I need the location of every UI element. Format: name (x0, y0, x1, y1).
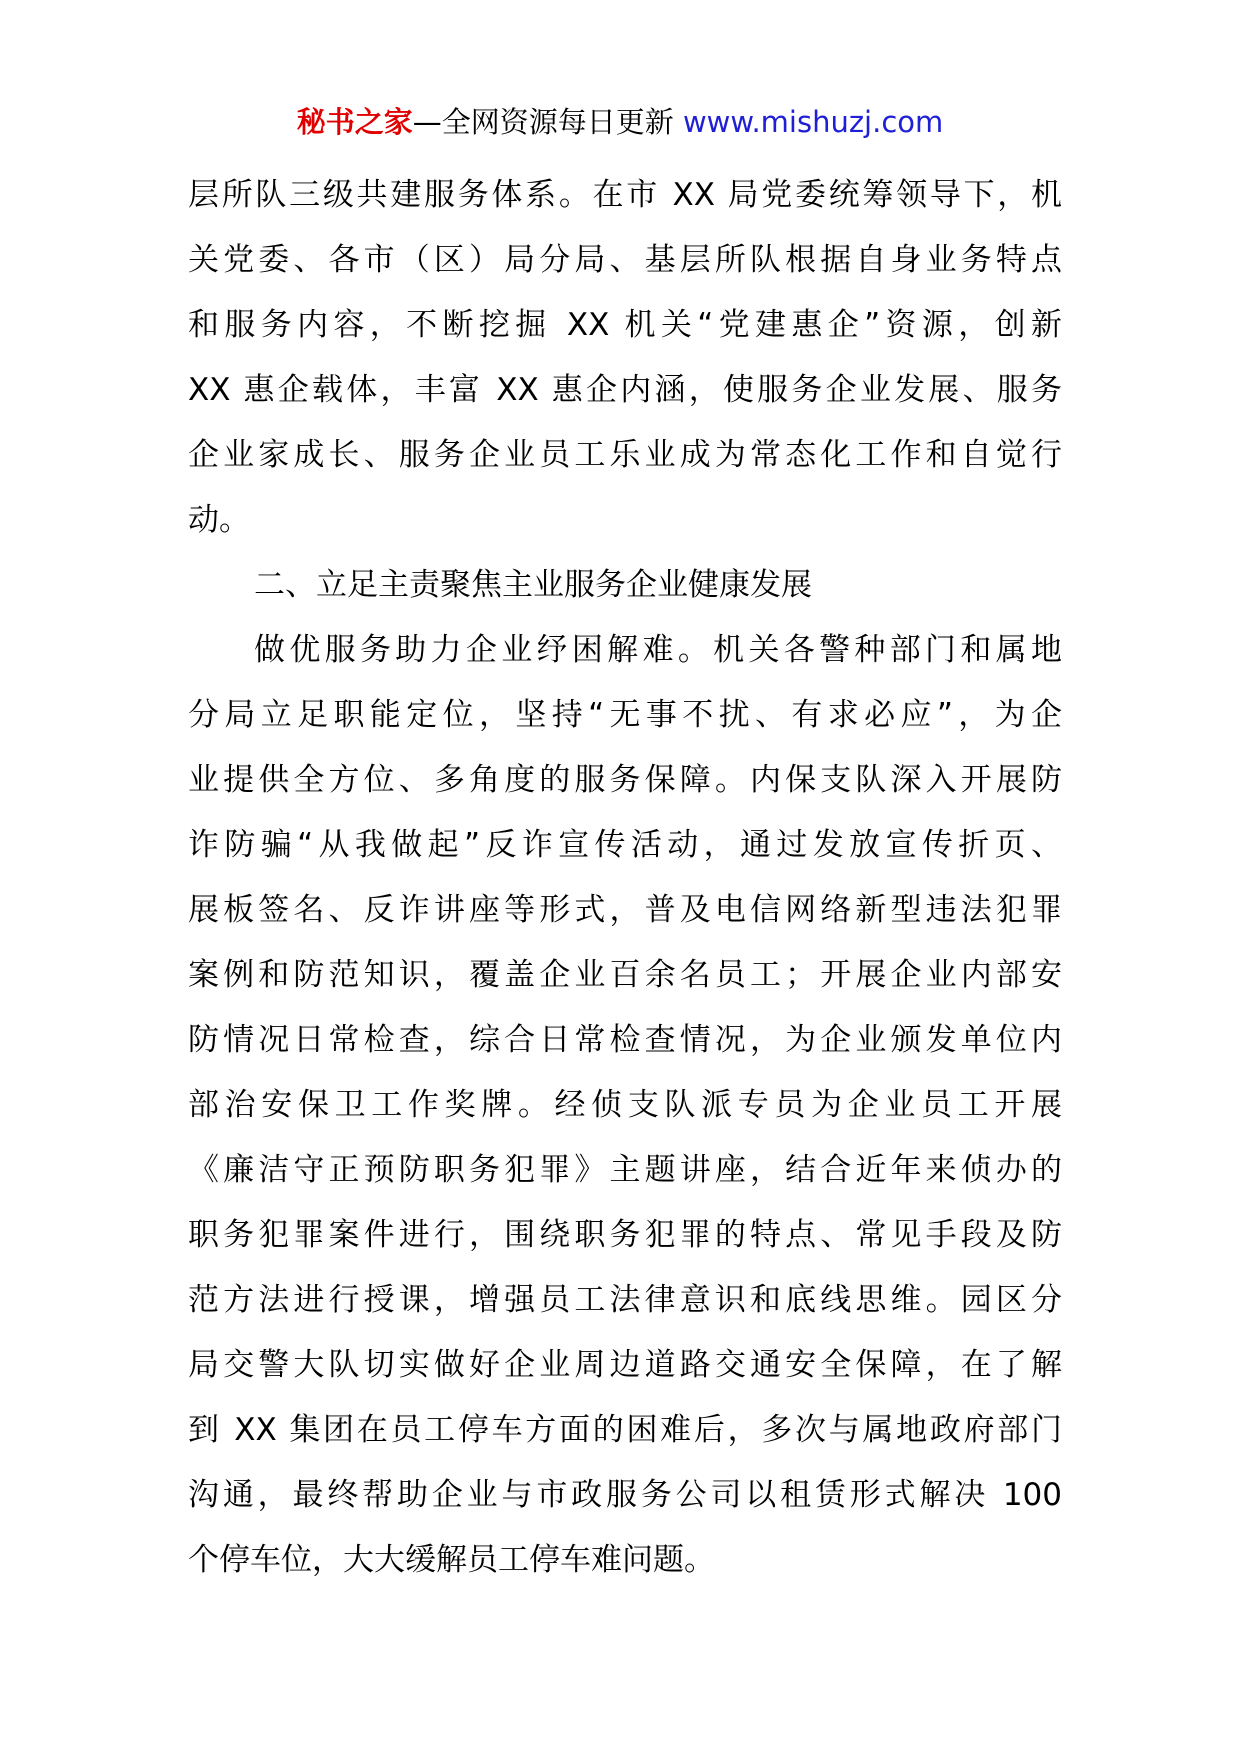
text-line: 动。 (188, 502, 250, 538)
text-line: 层所队三级共建服务体系。在市 XX 局党委统筹领导下，机 (188, 177, 1062, 213)
header-tagline: —全网资源每日更新 (412, 105, 674, 139)
text-line: 职务犯罪案件进行，围绕职务犯罪的特点、常见手段及防 (188, 1217, 1062, 1253)
header-site-url[interactable]: www.mishuzj.com (682, 105, 944, 139)
text-line: 关党委、各市（区）局分局、基层所队根据自身业务特点 (188, 242, 1062, 278)
text-line: 做优服务助力企业纾困解难。机关各警种部门和属地 (254, 632, 1062, 668)
text-line: 部治安保卫工作奖牌。经侦支队派专员为企业员工开展 (188, 1087, 1062, 1123)
text-line: 到 XX 集团在员工停车方面的困难后，多次与属地政府部门 (188, 1412, 1062, 1448)
text-line: 防情况日常检查，综合日常检查情况，为企业颁发单位内 (188, 1022, 1062, 1058)
text-line: 展板签名、反诈讲座等形式，普及电信网络新型违法犯罪 (188, 892, 1062, 928)
text-line: XX 惠企载体，丰富 XX 惠企内涵，使服务企业发展、服务 (188, 372, 1062, 408)
text-line: 《廉洁守正预防职务犯罪》主题讲座，结合近年来侦办的 (188, 1152, 1062, 1188)
text-line: 和服务内容，不断挖掘 XX 机关“党建惠企”资源，创新 (188, 307, 1062, 343)
header-brand: 秘书之家 (296, 105, 413, 139)
section-heading: 二、立足主责聚焦主业服务企业健康发展 (254, 567, 812, 603)
text-line: 诈防骗“从我做起”反诈宣传活动，通过发放宣传折页、 (188, 827, 1062, 863)
document-body (188, 163, 1062, 1593)
watermark-header (0, 102, 1240, 142)
text-line: 企业家成长、服务企业员工乐业成为常态化工作和自觉行 (188, 437, 1062, 473)
text-line: 分局立足职能定位，坚持“无事不扰、有求必应”，为企 (188, 697, 1062, 733)
text-line: 业提供全方位、多角度的服务保障。内保支队深入开展防 (188, 762, 1062, 798)
text-line: 局交警大队切实做好企业周边道路交通安全保障，在了解 (188, 1347, 1062, 1383)
text-line: 案例和防范知识，覆盖企业百余名员工；开展企业内部安 (188, 957, 1062, 993)
text-line: 沟通，最终帮助企业与市政服务公司以租赁形式解决 100 (188, 1477, 1062, 1513)
text-line: 范方法进行授课，增强员工法律意识和底线思维。园区分 (188, 1282, 1062, 1318)
text-line: 个停车位，大大缓解员工停车难问题。 (188, 1542, 715, 1578)
